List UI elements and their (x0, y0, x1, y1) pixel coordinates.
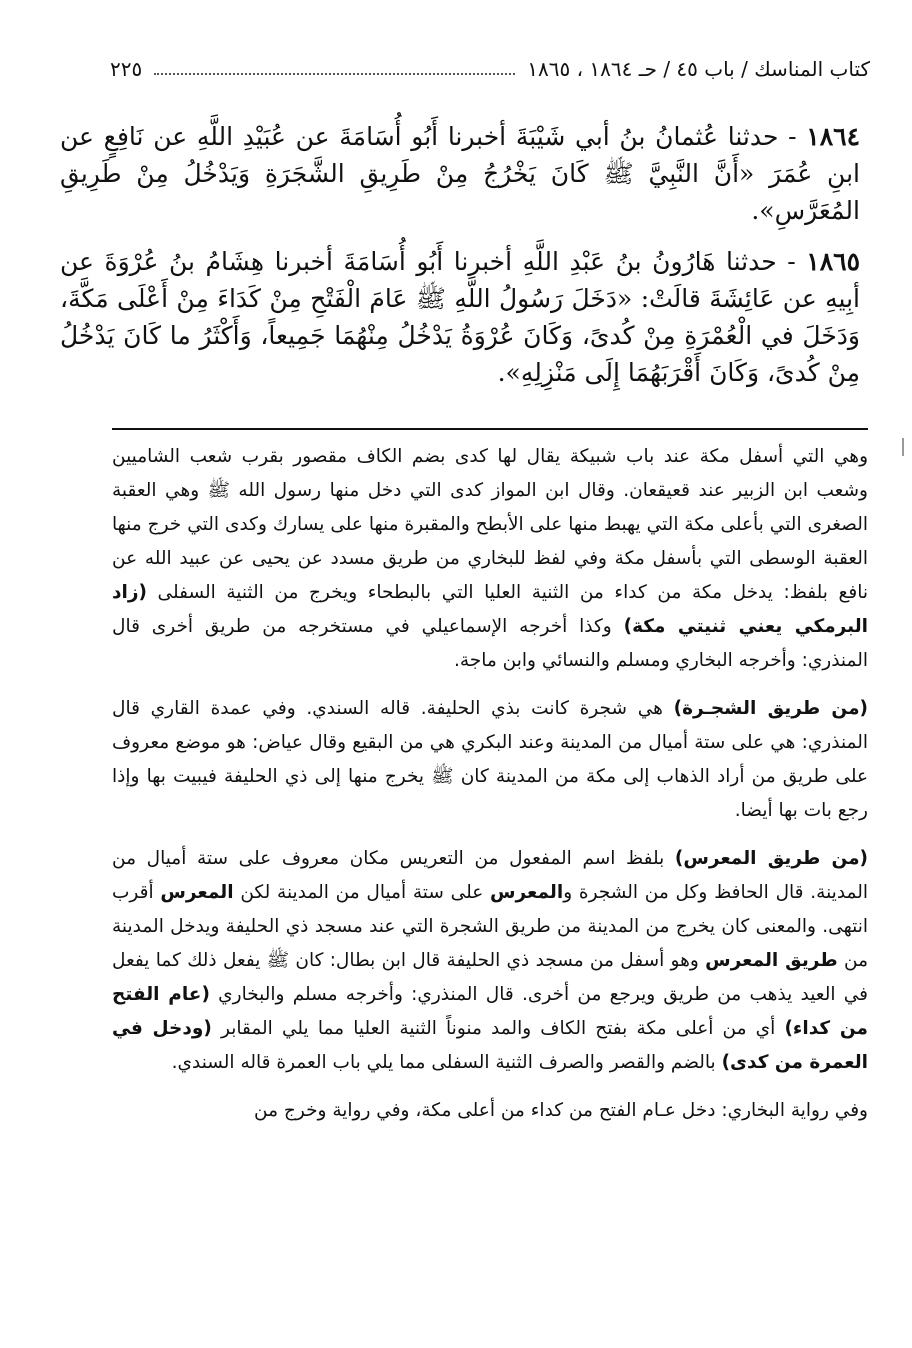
page-number: ٢٢٥ (110, 57, 143, 81)
hadith-1864 (60, 118, 860, 229)
note-paragraph: وهي التي أسفل مكة عند باب شبيكة يقال لها كدى بضم الكاف مقصور بقرب شعب الشاميين وشعب ابن الزبير عند قعيقعان. وقال ابن المواز كدى التي دخل منها رسول الله ﷺ وهي العقبة الصغرى التي بأعلى مكة التي يهبط منها على الأبطح والمقبرة منها على يسارك وكدى التي خرج منها العقبة الوسطى التي بأسفل مكة وفي لفظ للبخاري من طريق مسدد عن يحيى عن عبيد الله عن نافع بلفظ: يدخل مكة من كداء من الثنية العليا التي بالبطحاء ويخرج من الثنية السفلى (زاد البرمكي يعني ثنيتي مكة) وكذا أخرجه الإسماعيلي في مستخرجه من طريق أخرى قال المنذري: وأخرجه البخاري ومسلم والنسائي وابن ماجة. (112, 446, 869, 671)
running-header (110, 52, 870, 86)
hadith-text-block (60, 118, 860, 405)
hadith-text: - حدثنا هَارُونُ بنُ عَبْدِ اللَّهِ أخبرنا أَبُو أُسَامَةَ أخبرنا هِشَامُ بنُ عُرْوَةَ عن أبِيهِ عن عَائِشَةَ قالَتْ: «دَخَلَ رَسُولُ اللَّهِ ﷺ عَامَ الْفَتْحِ مِنْ كَدَاءَ مِنْ أَعْلَى مَكَّةَ، وَدَخَلَ في الْعُمْرَةِ مِنْ كُدىً، وَكَانَ عُرْوَةُ يَدْخُلُ مِنْهُمَا جَمِيعاً، وَأَكْثَرُ ما كَانَ يَدْخُلُ مِنْ كُدىً، وَكَانَ أَقْرَبَهُمَا إِلَى مَنْزِلِهِ». (60, 247, 860, 387)
scan-edge-mark (902, 438, 904, 456)
note-paragraph: وفي رواية البخاري: دخل عـام الفتح من كداء من أعلى مكة، وفي رواية وخرج من (254, 1100, 868, 1121)
hadith-number: ١٨٦٤ (806, 122, 860, 151)
header-title: كتاب المناسك / باب ٤٥ / حـ ١٨٦٤ ، ١٨٦٥ (527, 57, 870, 81)
note-paragraph: (من طريق المعرس) بلفظ اسم المفعول من التعريس مكان معروف على ستة أميال من المدينة. قال الحافظ وكل من الشجرة والمعرس على ستة أميال من المدينة لكن المعرس أقرب انتهى. والمعنى كان يخرج من المدينة من طريق الشجرة التي عند مسجد ذي الحليفة ويدخل المدينة من طريق المعرس وهو أسفل من مسجد ذي الحليفة قال ابن بطال: كان ﷺ يفعل ذلك كما يفعل في العيد يذهب من طريق ويرجع من أخرى. قال المنذري: وأخرجه مسلم والبخاري (عام الفتح من كداء) أي من أعلى مكة بفتح الكاف والمد منوناً الثنية العليا مما يلي المقابر (ودخل في العمرة من كدى) بالضم والقصر والصرف الثنية السفلى مما يلي باب العمرة قاله السندي. (112, 848, 868, 1073)
note-paragraph: (من طريق الشجـرة) هي شجرة كانت بذي الحليفة. قاله السندي. وفي عمدة القاري قال المنذري: هي على ستة أميال من المدينة وعند البكري هي من البقيع وقال عياض: هو موضع معروف على طريق من أراد الذهاب إلى مكة من المدينة كان ﷺ يخرج منها إلى ذي الحليفة فيبيت بها وإذا رجع بات بها أيضا. (112, 698, 868, 821)
footnote-separator (112, 428, 868, 430)
hadith-number: ١٨٦٥ (806, 247, 860, 276)
commentary-notes (112, 440, 868, 1128)
hadith-text: - حدثنا عُثمانُ بنُ أبي شَيْبَةَ أخبرنا أَبُو أُسَامَةَ عن عُبَيْدِ اللَّهِ عن نَافِعٍ عن ابنِ عُمَرَ «أَنَّ النَّبِيَّ ﷺ كَانَ يَخْرُجُ مِنْ طَرِيقِ الشَّجَرَةِ وَيَدْخُلُ مِنْ طَرِيقِ المُعَرَّسِ». (60, 122, 860, 225)
hadith-1865 (60, 243, 860, 391)
header-dot-leader (154, 73, 515, 75)
